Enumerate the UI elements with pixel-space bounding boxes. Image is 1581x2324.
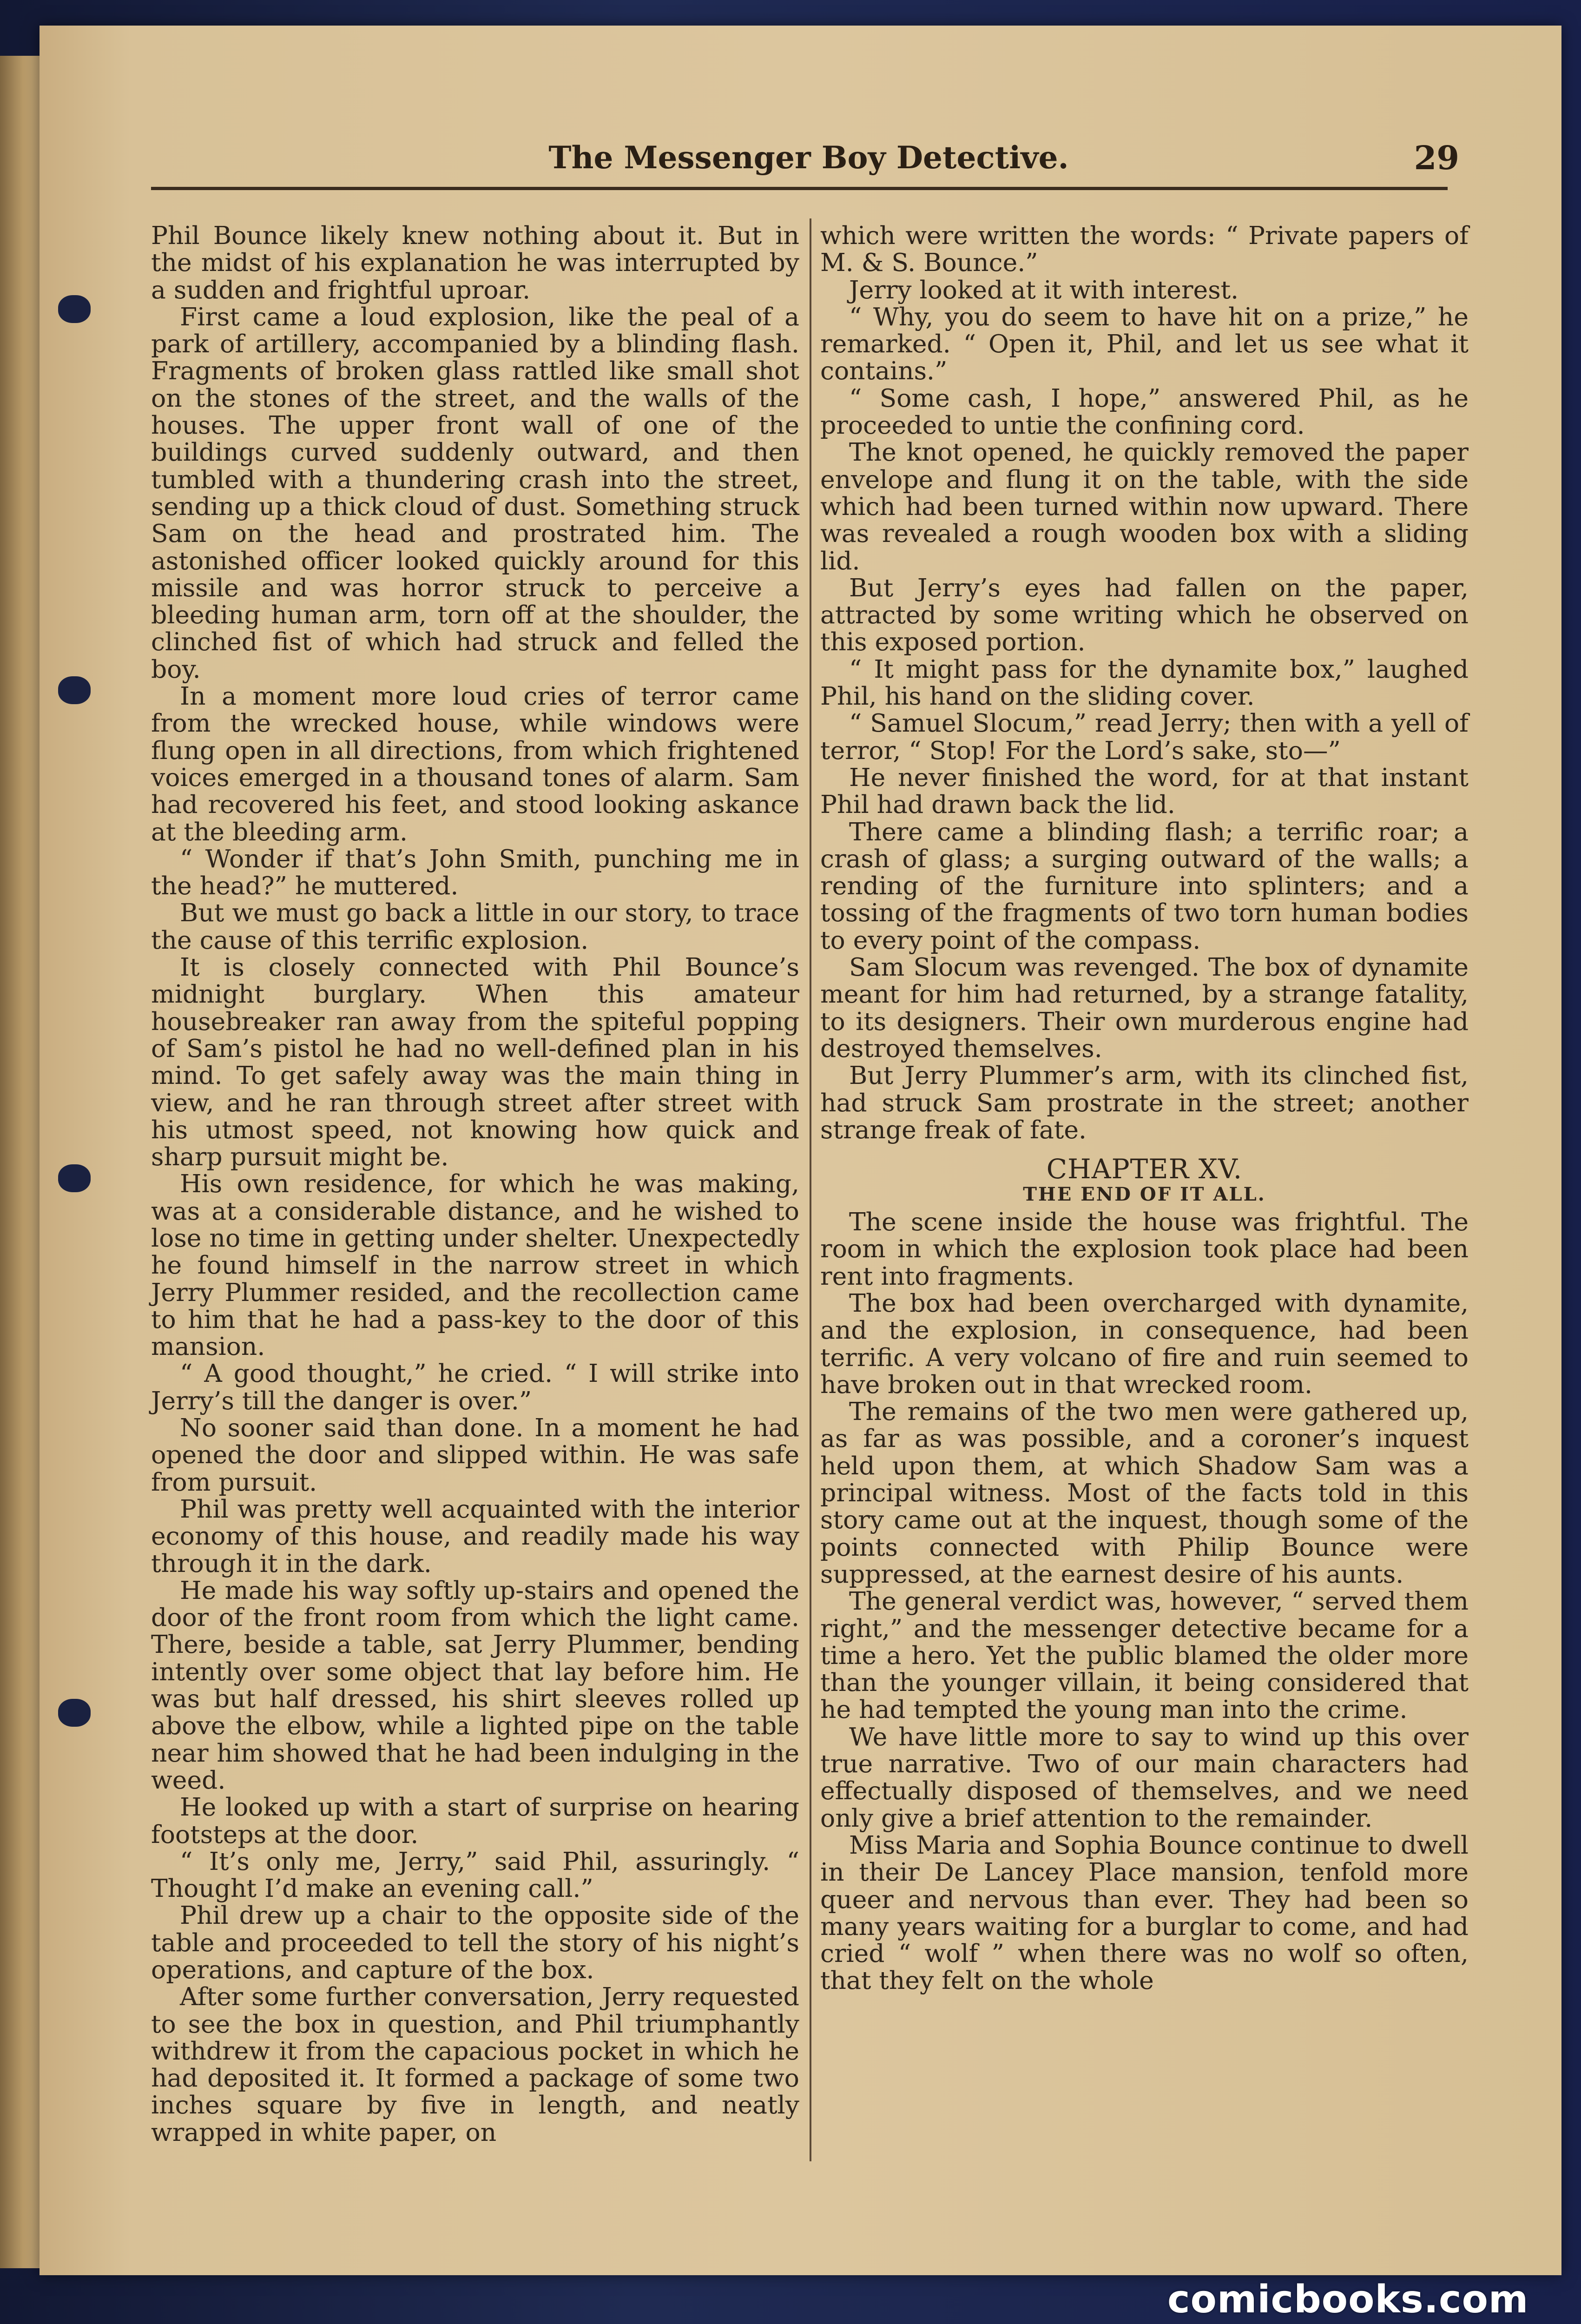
paragraph: “ It’s only me, Jerry,” said Phil, assuringly. “ Thought I’d make an evening call.” [151, 1846, 799, 1903]
paragraph: The general verdict was, however, “ served them right,” and the messenger detective became for a time a hero. Yet the public blamed the older more than the younger villain, it being considered that he had tempted the young man into the crime. [820, 1586, 1469, 1724]
paragraph: After some further conversation, Jerry requested to see the box in question, and Phil triumphantly withdrew it from the capacious pocket in which he had deposited it. It formed a package of some two inches square by five in length, and neatly wrapped in white paper, on [151, 1982, 799, 2147]
paragraph: There came a blinding flash; a terrific roar; a crash of glass; a surging outward of the walls; a rending of the furniture into splinters; and a tossing of the fragments of two torn human bodies to every point of the compass. [820, 817, 1469, 955]
running-header-title: The Messenger Boy Detective. [548, 139, 1069, 176]
binding-hole [58, 676, 91, 704]
binding-hole [58, 1699, 91, 1727]
paragraph: The scene inside the house was frightful. The room in which the explosion took place had been rent into fragments. [820, 1207, 1469, 1291]
page-number: 29 [1414, 139, 1459, 177]
paragraph: Phil drew up a chair to the opposite side of the table and proceeded to tell the story of his night’s operations, and capture of the box. [151, 1901, 799, 1984]
paragraph: But Jerry’s eyes had fallen on the paper, attracted by some writing which he observed on this exposed portion. [820, 573, 1469, 657]
chapter-heading: CHAPTER XV. [1046, 1153, 1243, 1185]
column-divider [810, 218, 811, 2161]
paragraph: Miss Maria and Sophia Bounce continue to dwell in their De Lancey Place mansion, tenfold more queer and nervous than ever. They had been so many years waiting for a burglar to come, and had cried “ wolf ” when there was no wolf so often, that they felt on the whole [820, 1830, 1469, 1995]
paragraph: “ A good thought,” he cried. “ I will strike into Jerry’s till the danger is over.” [151, 1359, 799, 1415]
paragraph: “ It might pass for the dynamite box,” laughed Phil, his hand on the sliding cover. [820, 654, 1469, 711]
paragraph: He made his way softly up-stairs and opened the door of the front room from which the light came. There, beside a table, sat Jerry Plummer, bending intently over some object that lay before him. He was but half dressed, his shirt sleeves rolled up above the elbow, while a lighted pipe on the table near him showed that he had been indulging in the weed. [151, 1575, 799, 1795]
paragraph: “ Samuel Slocum,” read Jerry; then with a yell of terror, “ Stop! For the Lord’s sake, sto—” [820, 708, 1469, 765]
paragraph: First came a loud explosion, like the peal of a park of artillery, accompanied by a blinding flash. Fragments of broken glass rattled like small shot on the stones of the street, and the walls of the houses. The upper front wall of one of the buildings curved suddenly outward, and then tumbled with a thundering crash into the street, sending up a thick cloud of dust. Something struck Sam on the head and prostrated him. The astonished officer looked quickly around for this missile and was horror struck to perceive a bleeding human arm, torn off at the shoulder, the clinched fist of which had struck and felled the boy. [151, 302, 799, 684]
binding-hole [58, 1164, 91, 1192]
paragraph: “ Some cash, I hope,” answered Phil, as he proceeded to untie the confining cord. [820, 383, 1469, 440]
paragraph: Jerry looked at it with interest. [849, 275, 1239, 304]
header-rule [151, 187, 1448, 190]
paragraph: In a moment more loud cries of terror came from the wrecked house, while windows were flung open in all directions, from which frightened voices emerged in a thousand tones of alarm. Sam had recovered his feet, and stood looking askance at the bleeding arm. [151, 681, 799, 846]
paragraph: The box had been overcharged with dynamite, and the explosion, in consequence, had been terrific. A very volcano of fire and ruin seemed to have broken out in that wrecked room. [820, 1288, 1469, 1399]
paragraph: which were written the words: “ Private papers of M. & S. Bounce.” [820, 221, 1469, 277]
paragraph: The knot opened, he quickly removed the paper envelope and flung it on the table, with the side which had been turned within now upward. There was revealed a rough wooden box with a sliding lid. [820, 437, 1469, 575]
left-column [151, 222, 799, 2146]
paragraph: But Jerry Plummer’s arm, with its clinched fist, had struck Sam prostrate in the street; another strange freak of fate. [820, 1061, 1469, 1144]
paragraph: No sooner said than done. In a moment he had opened the door and slipped within. He was safe from pursuit. [151, 1413, 799, 1497]
chapter-subtitle: THE END OF IT ALL. [1023, 1183, 1266, 1206]
paragraph: Phil Bounce likely knew nothing about it. But in the midst of his explanation he was interrupted by a sudden and frightful uproar. [151, 221, 799, 304]
paragraph: But we must go back a little in our story, to trace the cause of this terrific explosion. [151, 898, 799, 955]
paragraph: “ Wonder if that’s John Smith, punching me in the head?” he muttered. [151, 844, 799, 901]
site-watermark: comicbooks.com [1167, 2278, 1529, 2322]
paragraph: We have little more to say to wind up this over true narrative. Two of our main characters had effectually disposed of themselves, and we need only give a brief attention to the remainder. [820, 1722, 1469, 1833]
paragraph: “ Why, you do seem to have hit on a prize,” he remarked. “ Open it, Phil, and let us see what it contains.” [820, 302, 1469, 386]
binding-hole [58, 295, 91, 323]
paragraph: He looked up with a start of surprise on hearing footsteps at the door. [151, 1792, 799, 1849]
paragraph: Phil was pretty well acquainted with the interior economy of this house, and readily made his way through it in the dark. [151, 1494, 799, 1578]
paragraph: The remains of the two men were gathered up, as far as was possible, and a coroner’s inquest held upon them, at which Shadow Sam was a principal witness. Most of the facts told in this story came out at the inquest, though some of the points connected with Philip Bounce were suppressed, at the earnest desire of his aunts. [820, 1397, 1469, 1589]
paragraph: It is closely connected with Phil Bounce’s midnight burglary. When this amateur housebreaker ran away from the spiteful popping of Sam’s pistol he had no well-defined plan in his mind. To get safely away was the main thing in view, and he ran through street after street with his utmost speed, not knowing how quick and sharp pursuit might be. [151, 952, 799, 1172]
right-column [820, 222, 1469, 1994]
paragraph: He never finished the word, for at that instant Phil had drawn back the lid. [820, 762, 1469, 819]
paragraph: His own residence, for which he was making, was at a considerable distance, and he wished to lose no time in getting under shelter. Unexpectedly he found himself in the narrow street in which Jerry Plummer resided, and the recollection came to him that he had a pass-key to the door of this mansion. [151, 1169, 799, 1361]
paragraph: Sam Slocum was revenged. The box of dynamite meant for him had returned, by a strange fatality, to its designers. Their own murderous engine had destroyed themselves. [820, 952, 1469, 1063]
